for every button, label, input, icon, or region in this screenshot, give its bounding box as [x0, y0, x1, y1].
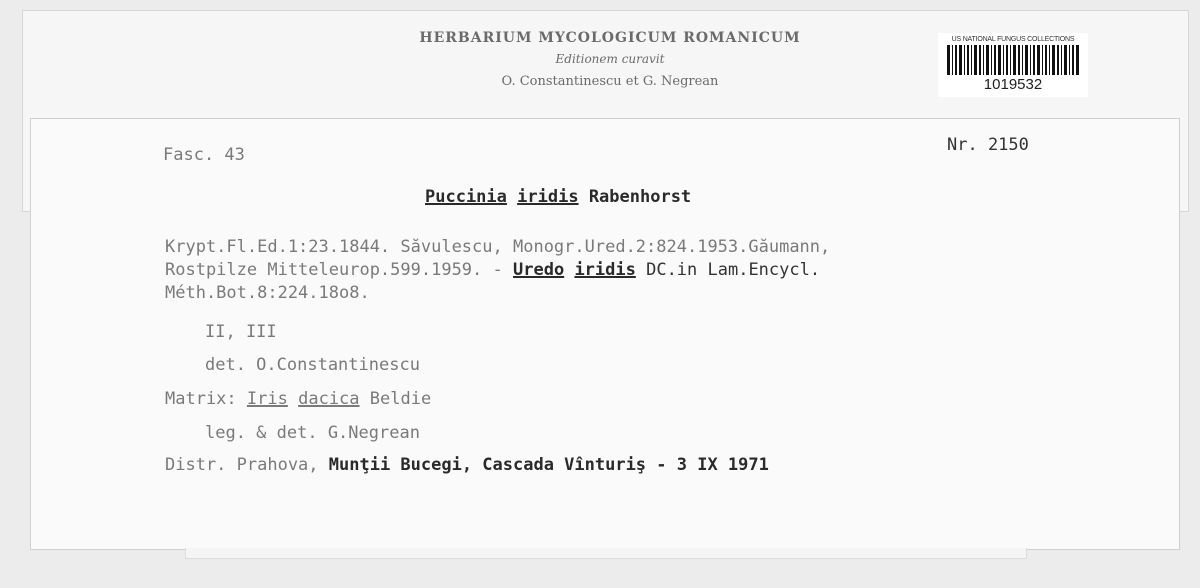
host-genus: Iris — [246, 389, 288, 409]
herbarium-header — [380, 30, 840, 89]
editor-authors: O. Constantinescu et G. Negrean — [501, 74, 719, 89]
synonym-genus: Uredo — [513, 260, 565, 280]
institution-title: HERBARIUM MYCOLOGICUM ROMANICUM — [419, 30, 801, 46]
taxon-genus: Puccinia — [425, 187, 507, 207]
taxon-epithet: iridis — [517, 187, 579, 207]
barcode-label — [938, 33, 1088, 97]
matrix-label: Matrix: — [165, 389, 237, 409]
matrix-host — [165, 389, 431, 409]
barcode-number: 1019532 — [983, 76, 1043, 93]
reference-line-1: Krypt.Fl.Ed.1:23.1844. Săvulescu, Monogr.Ured.2:824.1953.Găumann, — [165, 237, 831, 257]
host-epithet: dacica — [298, 389, 360, 409]
taxon-name — [425, 187, 691, 207]
barcode-caption: US NATIONAL FUNGUS COLLECTIONS — [951, 36, 1075, 43]
locality — [165, 455, 769, 475]
taxon-author: Rabenhorst — [588, 187, 692, 207]
synonym-epithet: iridis — [574, 260, 636, 280]
barcode-icon — [947, 45, 1079, 75]
specimen-label — [30, 118, 1180, 550]
host-author: Beldie — [369, 389, 432, 409]
reference-line-3: Méth.Bot.8:224.18o8. — [165, 283, 370, 303]
fascicle-number: Fasc. 43 — [163, 145, 245, 165]
reference-line-2 — [165, 260, 820, 280]
reference-line-2-end: DC.in Lam.Encycl. — [635, 260, 821, 280]
editor-line: Editionem curavit — [555, 52, 665, 66]
spore-stages: II, III — [205, 322, 277, 342]
exsiccata-number: Nr. 2150 — [947, 135, 1029, 155]
determiner: det. O.Constantinescu — [205, 355, 420, 375]
label-bottom-strip — [185, 548, 1027, 559]
reference-line-2-start: Rostpilze Mitteleurop.599.1959. - — [165, 260, 513, 280]
locality-details: Munţii Bucegi, Cascada Vînturiş - 3 IX 1971 — [328, 455, 769, 475]
collector: leg. & det. G.Negrean — [205, 423, 420, 443]
locality-district: Distr. Prahova, — [165, 455, 329, 475]
